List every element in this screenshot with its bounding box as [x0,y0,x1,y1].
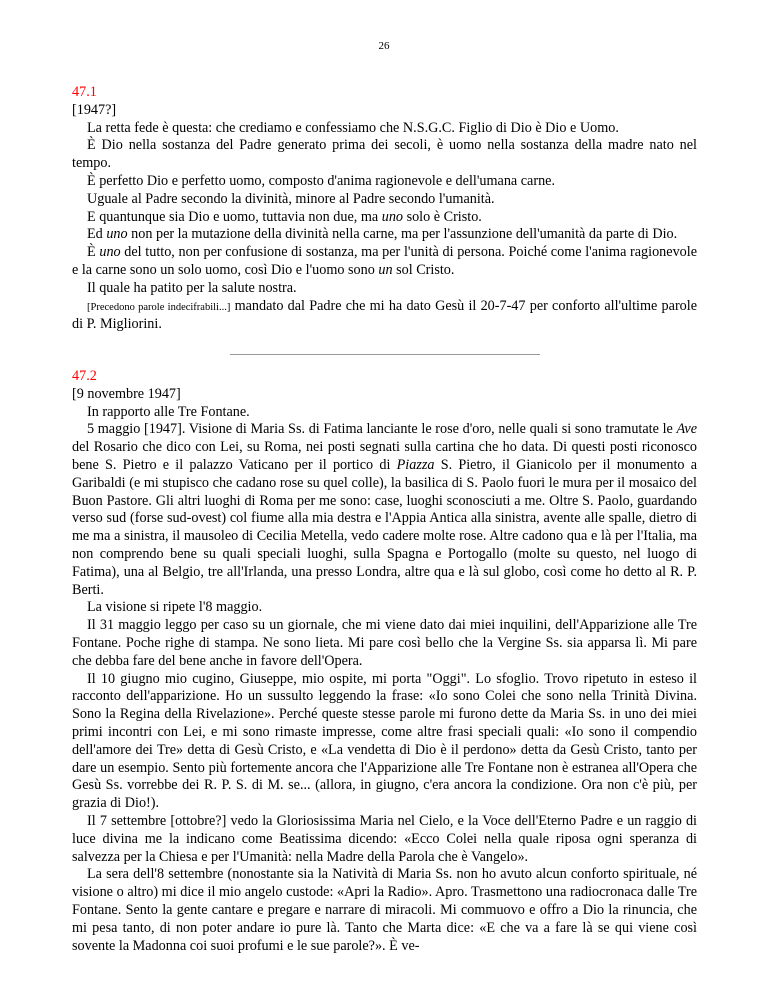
paragraph: La visione si ripete l'8 maggio. [87,599,263,616]
paragraph [72,298,697,335]
text: S. Pietro, il Gianicolo per il monumento a Garibaldi (e mi stupisco che cadano rose su quel colle), la basilica di S. Paolo fuori le mura per il mosaico del Buon Pastore. Gli altri luoghi di Roma per me sono: case, luoghi sconosciuti a me. Oltre S. Paolo, guardando verso sud (forse sud-ovest) col fiume alla mia destra e l'Appia Antica alla sinistra, avente alle spalle, dietro di me ma a sinistra, il mausoleo di Cecilia Metella, vedo cadere molte rose. Altre cadono qua e là per l'Italia, ma non comprendo bene su quali speciali luoghi, sulla Spagna e Portogallo (molte su questo, nel luogo di Fatima), una al Belgio, tre all'Irlanda, una presso Londra, altre qua e là sul globo, così come ho detto al R. P. Berti. [72,456,697,598]
paragraph: È perfetto Dio e perfetto uomo, composto d'anima ragionevole e dell'umana carne. [87,172,556,189]
paragraph: Il quale ha patito per la salute nostra. [87,279,297,296]
section-divider [230,354,540,355]
emphasis: Piazza [396,456,435,473]
section-heading: 47.2 [72,368,97,384]
paragraph: Il 7 settembre [ottobre?] vedo la Gloriosissima Maria nel Cielo, e la Voce dell'Eterno Padre e un raggio di luce divina me la indicano come Beatissima dicendo: «Ecco Colei nella quale riposa ogni speranza di salvezza per la Chiesa e per l'Umanità: nella Madre della Parola che è Vangelo». [72,812,697,865]
paragraph: La sera dell'8 settembre (nonostante sia la Natività di Maria Ss. non ho avuto alcun conforto spirituale, né visione o altro) mi dice il mio angelo custode: «Apri la Radio». Apro. Trasmettono una radiocronaca dalle Tre Fontane. Sento la gente cantare e pregare e narrare di miracoli. Mi commuovo e offro a Dio la rinuncia, che mi pesa tanto, di non poter andare io pure là. Tanto che Marta dice: «E che va a fare là se qui viene così sovente la Madonna coi suoi profumi e le sue parole?». È ve- [72,866,697,954]
section-date: [1947?] [72,101,117,118]
text: non per la mutazione della divinità nella carne, ma per l'assunzione dell'umanità da parte di Dio. [127,226,678,243]
paragraph: La retta fede è questa: che crediamo e confessiamo che N.S.G.C. Figlio di Dio è Dio e Uomo. [87,119,619,136]
emphasis: un [378,261,393,278]
section-heading: 47.1 [72,84,97,100]
paragraph: In rapporto alle Tre Fontane. [87,403,250,420]
paragraph: È Dio nella sostanza del Padre generato prima dei secoli, è uomo nella sostanza della madre nato nel tempo. [72,137,697,172]
paragraph [72,209,697,227]
emphasis: uno [99,244,121,261]
paragraph: Uguale al Padre secondo la divinità, minore al Padre secondo l'umanità. [87,190,495,207]
text: del tutto, non per confusione di sostanza, ma per l'unità di persona. Poiché come l'anima ragionevole e la carne sono un solo uomo, così Dio e l'uomo sono [72,244,698,278]
text: E quantunque sia Dio e uomo, tuttavia non due, ma [87,208,382,225]
text: 5 maggio [1947]. Visione di Maria Ss. di Fatima lanciante le rose d'oro, nelle quali si sono tramutate le [87,421,677,438]
text: del Rosario che dico con Lei, su Roma, nei posti segnati sulla cartina che ho data. Di questi posti riconosco bene S. Pietro e il palazzo Vaticano per il portico di [72,439,697,473]
text: solo è Cristo. [403,208,482,225]
text: sol Cristo. [392,261,455,278]
emphasis: uno [381,208,404,225]
text: Ed [87,226,107,243]
section-date: [9 novembre 1947] [72,385,181,402]
paragraph: Il 10 giugno mio cugino, Giuseppe, mio ospite, mi porta "Oggi". Lo sfoglio. Trovo ripetuto in esteso il racconto dell'apparizione. Ho un sussulto leggendo la frase: «Io sono Colei che sono nella Trinità Divina. Sono la Regina della Rivelazione». Perché queste stesse parole mi furono dette da Maria Ss. in uno dei miei primi incontri con Lei, e mi sono rimaste impresse, come altre frasi speciali quali: «Io sono il compendio dell'amore dei Tre» detta di Gesù Cristo, e «La vendetta di Dio è il perdono» detta da Gesù Cristo, tanto per dare un esempio. Sento più fortemente ancora che l'Apparizione alle Tre Fontane non è estranea all'Opera che Gesù Ss. vorrebbe dei R. P. S. di M. se... (allora, in giugno, c'era ancora la condizione. Ora non c'è più, per grazia di Dio!). [72,670,697,812]
section-47-1 [72,84,697,334]
paragraph [72,226,697,244]
text: È [87,244,100,261]
paragraph [72,421,697,599]
page-number: 26 [378,40,390,52]
section-47-2 [72,368,697,955]
emphasis: Ave [676,421,697,438]
emphasis: uno [106,226,128,243]
paragraph: Il 31 maggio leggo per caso su un giornale, che mi viene dato dai miei inquilini, dell'Apparizione alle Tre Fontane. Poche righe di stampa. Ne sono lieta. Mi pare così bello che la Vergine Ss. sia apparsa lì. Mi pare che debba fare del bene anche in favore dell'Opera. [72,617,697,669]
editorial-note: [Precedono parole indecifrabili...] [87,301,231,313]
paragraph [72,244,697,280]
text: mandato dal Padre che mi ha dato Gesù il 20-7-47 per conforto all'ultime parole di P. Migliorini. [72,297,698,333]
